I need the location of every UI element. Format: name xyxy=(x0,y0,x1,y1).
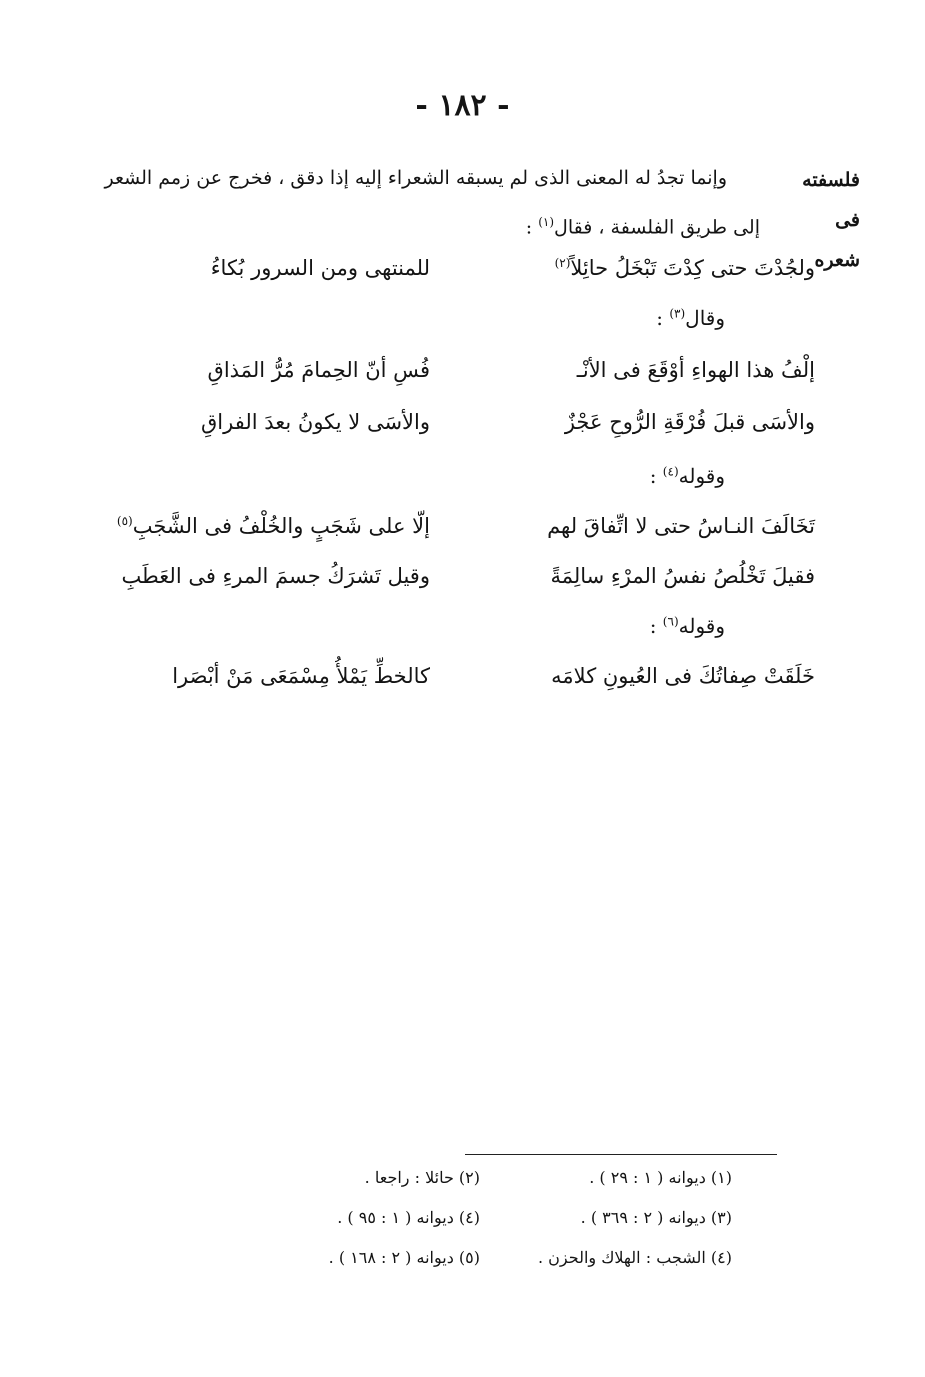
footnote: (٥) ديوانه ( ٢ : ١٦٨ ) . xyxy=(328,1248,480,1267)
footnote-ref: (٦) xyxy=(662,614,679,629)
footnote-ref: (٣) xyxy=(669,306,686,321)
verse-text: وقيل تَشرَكُ جسمَ المرءِ فى العَطَبِ xyxy=(121,564,430,588)
intro-text: وقال xyxy=(685,306,725,330)
paragraph-line-1: وإنما تجدُ له المعنى الذى لم يسبقه الشعراء إليه إذا دقق ، فخرج عن زمم الشعر xyxy=(104,167,727,189)
verse-text: إلْفُ هذا الهواءِ أوْقَعَ فى الأنْـ xyxy=(576,358,815,382)
page-number: - ١٨٢ - xyxy=(415,88,510,123)
verse-text: كالخطِّ يَمْلأُ مِسْمَعَى مَنْ أبْصَرا xyxy=(172,664,430,688)
margin-note-line: فلسفته فى xyxy=(802,169,860,231)
footnote-divider xyxy=(465,1154,777,1155)
footnote: (٢) حائلا : راجعا . xyxy=(364,1168,480,1187)
footnote: (٤) الشجب : الهلاك والحزن . xyxy=(537,1248,732,1267)
margin-note-line: شعره xyxy=(814,249,860,271)
paragraph-line-2 xyxy=(420,202,760,247)
verse-text: للمنتهى ومن السرور بُكاءُ xyxy=(210,256,430,280)
verse-first-hemistich xyxy=(445,564,815,588)
verse-second-hemistich xyxy=(90,358,430,382)
verse-line xyxy=(90,564,815,604)
verse-intro xyxy=(380,306,725,330)
verse-text: فُسِ أنّ الحِمامَ مُرُّ المَذاقِ xyxy=(207,358,430,382)
footnote-ref: (١) xyxy=(538,215,555,229)
footnote: (١) ديوانه ( ١ : ٢٩ ) . xyxy=(589,1168,732,1187)
verse-first-hemistich xyxy=(445,358,815,382)
verse-first-hemistich xyxy=(445,664,815,688)
footnote: (٣) ديوانه ( ٢ : ٣٦٩ ) . xyxy=(580,1208,732,1227)
verse-text: والأسَى لا يكونُ بعدَ الفراقِ xyxy=(200,410,430,434)
footnote-ref: (٤) xyxy=(662,464,679,479)
verse-text: إلّا على شَجَبٍ والخُلْفُ فى الشَّجَبِ xyxy=(132,514,430,538)
verse-intro xyxy=(380,614,725,638)
verse-first-hemistich xyxy=(445,514,815,538)
footnote-ref: (٥) xyxy=(116,514,133,528)
verse-text: فقيلَ تَخْلُصُ نفسُ المرْءِ سالِمَةً xyxy=(550,564,815,588)
verse-line xyxy=(90,664,815,704)
footnote-ref: (٢) xyxy=(554,256,571,270)
verse-second-hemistich xyxy=(90,410,430,434)
verse-second-hemistich xyxy=(90,664,430,688)
paragraph-text: إلى طريق الفلسفة ، فقال xyxy=(554,216,760,239)
verse-line xyxy=(90,514,815,554)
verse-text: ولجُدْتَ حتى كِدْتَ تَبْخَلُ حائِلاً xyxy=(570,256,815,280)
paragraph-colon: : xyxy=(525,216,539,239)
verse-text: تَخَالَفَ النـاسُ حتى لا اتِّفاقَ لهم xyxy=(547,514,815,538)
verse-second-hemistich xyxy=(90,256,430,280)
verse-text: خَلَقَتْ صِفاتُكَ فى العُيونِ كلامَه xyxy=(551,664,815,688)
verse-intro xyxy=(380,464,725,488)
intro-colon: : xyxy=(656,306,670,330)
verse-line xyxy=(90,256,815,296)
verse-first-hemistich xyxy=(445,410,815,434)
verse-second-hemistich xyxy=(90,514,430,538)
footnote: (٤) ديوانه ( ١ : ٩٥ ) . xyxy=(337,1208,480,1227)
intro-colon: : xyxy=(649,614,663,638)
verse-line xyxy=(90,358,815,398)
intro-text: وقوله xyxy=(678,464,725,488)
intro-colon: : xyxy=(649,464,663,488)
verse-second-hemistich xyxy=(90,564,430,588)
intro-text: وقوله xyxy=(678,614,725,638)
verse-text: والأسَى قبلَ فُرْقَةِ الرُّوحِ عَجْزٌ xyxy=(564,410,815,434)
verse-line xyxy=(90,410,815,450)
verse-first-hemistich xyxy=(445,256,815,280)
